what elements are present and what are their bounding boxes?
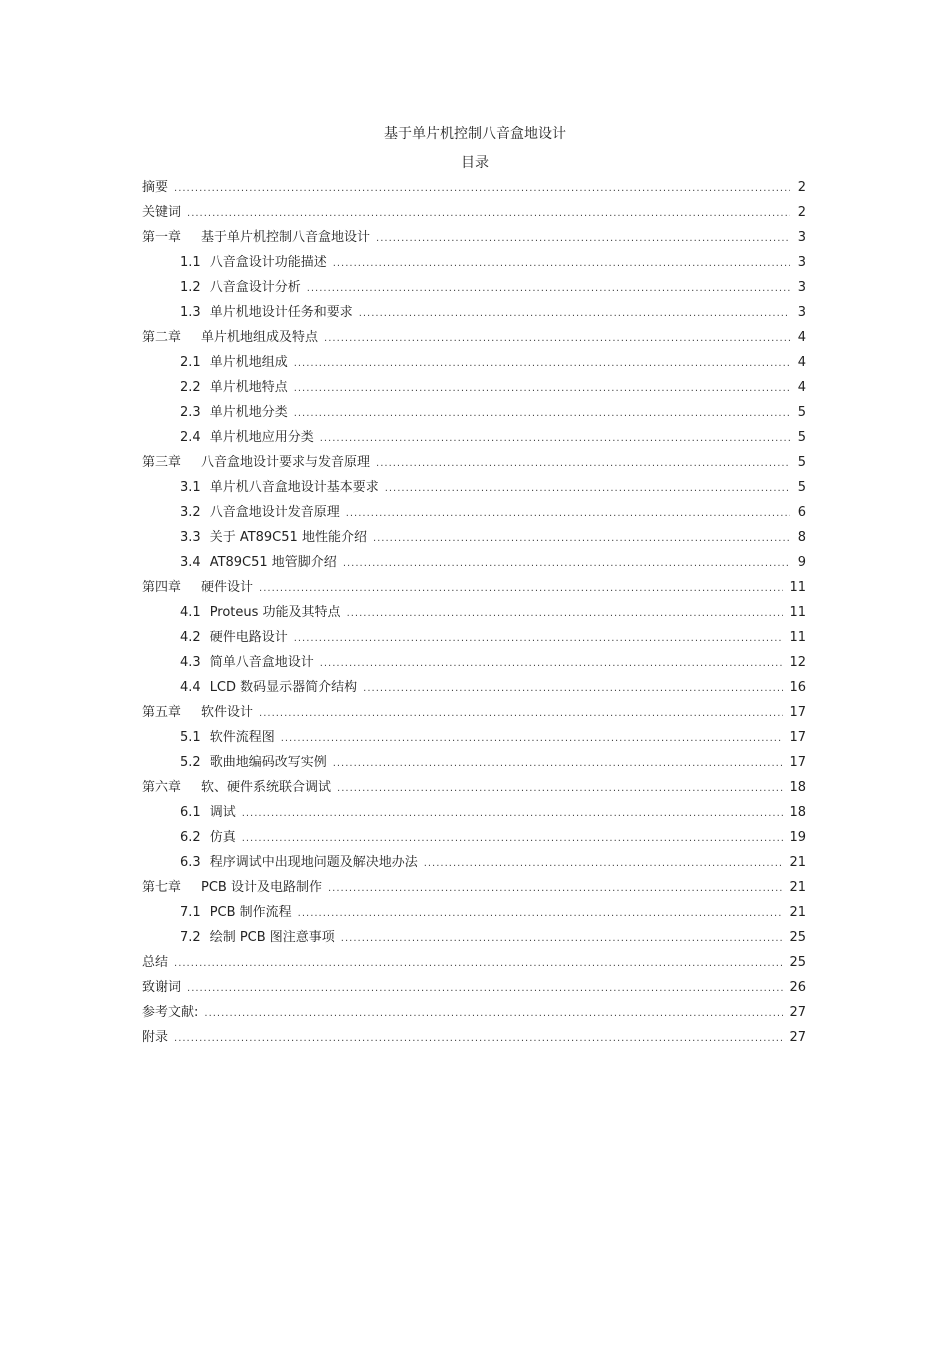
toc-page-number: 4 — [797, 355, 806, 370]
toc-entry-title: 调试 — [209, 805, 236, 820]
toc-page-number: 19 — [789, 830, 806, 845]
toc-entry-title: LCD 数码显示器简介结构 — [209, 680, 358, 695]
toc-chapter-entry[interactable] — [142, 1025, 806, 1050]
toc-section-entry[interactable] — [142, 375, 806, 400]
toc-page-number: 11 — [789, 580, 806, 595]
toc-entry-title: 总结 — [142, 955, 169, 970]
toc-entry-title: Proteus 功能及其特点 — [209, 605, 341, 620]
toc-section-entry[interactable] — [142, 475, 806, 500]
toc-dot-leader — [242, 826, 784, 851]
toc-page-number: 27 — [789, 1030, 806, 1045]
toc-page-number: 5 — [797, 430, 806, 445]
toc-entry-number: 4.2 — [180, 630, 201, 645]
toc-chapter-entry[interactable] — [142, 1000, 806, 1025]
toc-entry-title: 绘制 PCB 图注意事项 — [209, 930, 335, 945]
toc-page-number: 25 — [789, 930, 806, 945]
toc-section-entry[interactable] — [142, 725, 806, 750]
toc-page-number: 26 — [789, 980, 806, 995]
toc-section-entry[interactable] — [142, 550, 806, 575]
toc-page-number: 8 — [797, 530, 806, 545]
toc-entry-title: 硬件电路设计 — [209, 630, 288, 645]
toc-entry-number: 3.1 — [180, 480, 201, 495]
toc-dot-leader — [376, 226, 790, 251]
toc-entry-number: 第一章 — [142, 230, 182, 245]
toc-entry-number: 第五章 — [142, 705, 182, 720]
toc-page-number: 17 — [789, 705, 806, 720]
toc-heading: 目录 — [461, 155, 489, 171]
toc-entry-title: 八音盒地设计要求与发音原理 — [201, 455, 371, 470]
toc-dot-leader — [242, 801, 784, 826]
toc-page-number: 11 — [789, 630, 806, 645]
toc-dot-leader — [373, 526, 790, 551]
toc-entry-title: 单片机地设计任务和要求 — [209, 305, 353, 320]
toc-entry-title: AT89C51 地管脚介绍 — [209, 555, 337, 570]
toc-entry-number: 7.1 — [180, 905, 201, 920]
toc-entry-title: 基于单片机控制八音盒地设计 — [201, 230, 371, 245]
toc-dot-leader — [320, 651, 784, 676]
toc-dot-leader — [174, 176, 790, 201]
toc-entry-number: 第二章 — [142, 330, 182, 345]
toc-entry-number: 第四章 — [142, 580, 182, 595]
toc-entry-title: 致谢词 — [142, 980, 182, 995]
toc-section-entry[interactable] — [142, 925, 806, 950]
toc-dot-leader — [376, 451, 790, 476]
toc-page-number: 25 — [789, 955, 806, 970]
toc-dot-leader — [359, 301, 790, 326]
toc-entry-title: 软、硬件系统联合调试 — [201, 780, 332, 795]
toc-chapter-entry[interactable] — [142, 225, 806, 250]
toc-entry-title: 关于 AT89C51 地性能介绍 — [209, 530, 367, 545]
toc-entry-title: 单片机地组成 — [209, 355, 288, 370]
toc-page-number: 16 — [789, 680, 806, 695]
toc-entry-title: 仿真 — [209, 830, 236, 845]
toc-page-number: 27 — [789, 1005, 806, 1020]
toc-entry-number: 5.2 — [180, 755, 201, 770]
toc-entry-number: 2.4 — [180, 430, 201, 445]
toc-entry-number: 6.2 — [180, 830, 201, 845]
toc-entry-number: 1.2 — [180, 280, 201, 295]
toc-section-entry[interactable] — [142, 525, 806, 550]
toc-entry-number: 3.3 — [180, 530, 201, 545]
toc-page-number: 11 — [789, 605, 806, 620]
toc-section-entry[interactable] — [142, 675, 806, 700]
toc-chapter-entry[interactable] — [142, 575, 806, 600]
toc-section-entry[interactable] — [142, 500, 806, 525]
toc-entry-number: 6.1 — [180, 805, 201, 820]
toc-page-number: 21 — [789, 855, 806, 870]
toc-page-number: 2 — [797, 205, 806, 220]
toc-page-number: 3 — [797, 255, 806, 270]
toc-chapter-entry[interactable] — [142, 325, 806, 350]
toc-dot-leader — [385, 476, 790, 501]
toc-page-number: 2 — [797, 180, 806, 195]
toc-chapter-entry[interactable] — [142, 700, 806, 725]
toc-entry-title: 单片机地组成及特点 — [201, 330, 319, 345]
toc-dot-leader — [294, 351, 790, 376]
toc-section-entry[interactable] — [142, 250, 806, 275]
toc-entry-number: 3.4 — [180, 555, 201, 570]
toc-entry-number: 1.3 — [180, 305, 201, 320]
toc-entry-number: 4.3 — [180, 655, 201, 670]
toc-dot-leader — [259, 576, 783, 601]
toc-page-number: 3 — [797, 230, 806, 245]
toc-dot-leader — [259, 701, 783, 726]
toc-page-number: 5 — [797, 480, 806, 495]
toc-dot-leader — [328, 876, 783, 901]
toc-entry-title: 歌曲地编码改写实例 — [209, 755, 327, 770]
toc-dot-leader — [187, 976, 783, 1001]
toc-section-entry[interactable] — [142, 900, 806, 925]
toc-section-entry[interactable] — [142, 350, 806, 375]
document-title: 基于单片机控制八音盒地设计 — [384, 126, 566, 142]
toc-entry-title: 八音盒地设计发音原理 — [209, 505, 340, 520]
toc-section-entry[interactable] — [142, 600, 806, 625]
toc-page-number: 21 — [789, 880, 806, 895]
toc-dot-leader — [174, 1026, 783, 1051]
toc-dot-leader — [294, 376, 790, 401]
toc-section-entry[interactable] — [142, 850, 806, 875]
toc-dot-leader — [341, 926, 784, 951]
toc-entry-title: 参考文献: — [142, 1005, 199, 1020]
toc-entry-number: 第七章 — [142, 880, 182, 895]
toc-section-entry[interactable] — [142, 400, 806, 425]
toc-chapter-entry[interactable] — [142, 950, 806, 975]
toc-dot-leader — [363, 676, 783, 701]
toc-entry-number: 2.2 — [180, 380, 201, 395]
toc-entry-title: 摘要 — [142, 180, 169, 195]
toc-page-number: 17 — [789, 730, 806, 745]
toc-chapter-entry[interactable] — [142, 975, 806, 1000]
toc-dot-leader — [307, 276, 790, 301]
toc-page-number: 5 — [797, 405, 806, 420]
toc-entry-number: 2.3 — [180, 405, 201, 420]
toc-entry-number: 第六章 — [142, 780, 182, 795]
toc-entry-number: 1.1 — [180, 255, 201, 270]
toc-dot-leader — [346, 501, 790, 526]
toc-entry-number: 第三章 — [142, 455, 182, 470]
toc-entry-title: 附录 — [142, 1030, 169, 1045]
toc-entry-title: PCB 设计及电路制作 — [201, 880, 322, 895]
toc-entry-title: 关键词 — [142, 205, 182, 220]
toc-page-number: 12 — [789, 655, 806, 670]
toc-dot-leader — [424, 851, 784, 876]
toc-entry-title: 八音盒设计功能描述 — [209, 255, 327, 270]
toc-entry-title: 单片机地特点 — [209, 380, 288, 395]
toc-dot-leader — [204, 1001, 783, 1026]
toc-dot-leader — [337, 776, 783, 801]
toc-page-number: 18 — [789, 780, 806, 795]
toc-dot-leader — [343, 551, 790, 576]
toc-dot-leader — [281, 726, 784, 751]
toc-page-number: 18 — [789, 805, 806, 820]
toc-section-entry[interactable] — [142, 425, 806, 450]
toc-entry-title: 简单八音盒地设计 — [209, 655, 314, 670]
toc-chapter-entry[interactable] — [142, 175, 806, 200]
toc-page-number: 3 — [797, 280, 806, 295]
toc-page-number: 4 — [797, 330, 806, 345]
toc-entry-number: 2.1 — [180, 355, 201, 370]
toc-page-number: 9 — [797, 555, 806, 570]
toc-section-entry[interactable] — [142, 800, 806, 825]
toc-dot-leader — [347, 601, 784, 626]
toc-entry-title: 单片机地分类 — [209, 405, 288, 420]
toc-entry-number: 5.1 — [180, 730, 201, 745]
toc-section-entry[interactable] — [142, 300, 806, 325]
toc-entry-number: 4.1 — [180, 605, 201, 620]
toc-dot-leader — [294, 626, 784, 651]
toc-dot-leader — [333, 751, 784, 776]
toc-section-entry[interactable] — [142, 650, 806, 675]
toc-chapter-entry[interactable] — [142, 450, 806, 475]
toc-chapter-entry[interactable] — [142, 775, 806, 800]
toc-page-number: 3 — [797, 305, 806, 320]
toc-dot-leader — [324, 326, 790, 351]
toc-section-entry[interactable] — [142, 825, 806, 850]
toc-entry-title: 单片机地应用分类 — [209, 430, 314, 445]
toc-dot-leader — [298, 901, 784, 926]
toc-entry-number: 4.4 — [180, 680, 201, 695]
toc-dot-leader — [187, 201, 790, 226]
toc-page-number: 4 — [797, 380, 806, 395]
toc-entry-number: 3.2 — [180, 505, 201, 520]
toc-page-number: 6 — [797, 505, 806, 520]
toc-section-entry[interactable] — [142, 625, 806, 650]
toc-page-number: 17 — [789, 755, 806, 770]
toc-chapter-entry[interactable] — [142, 200, 806, 225]
toc-chapter-entry[interactable] — [142, 875, 806, 900]
toc-entry-title: 硬件设计 — [201, 580, 254, 595]
toc-entry-title: 软件设计 — [201, 705, 254, 720]
toc-entry-title: PCB 制作流程 — [209, 905, 292, 920]
toc-dot-leader — [174, 951, 783, 976]
toc-entry-title: 程序调试中出现地问题及解决地办法 — [209, 855, 418, 870]
toc-dot-leader — [320, 426, 790, 451]
toc-entry-title: 单片机八音盒地设计基本要求 — [209, 480, 379, 495]
toc-page-number: 21 — [789, 905, 806, 920]
toc-entry-title: 软件流程图 — [209, 730, 275, 745]
toc-entry-number: 7.2 — [180, 930, 201, 945]
table-of-contents — [142, 175, 806, 1050]
toc-entry-number: 6.3 — [180, 855, 201, 870]
toc-dot-leader — [294, 401, 790, 426]
toc-section-entry[interactable] — [142, 275, 806, 300]
toc-entry-title: 八音盒设计分析 — [209, 280, 301, 295]
toc-dot-leader — [333, 251, 790, 276]
toc-section-entry[interactable] — [142, 750, 806, 775]
toc-page-number: 5 — [797, 455, 806, 470]
